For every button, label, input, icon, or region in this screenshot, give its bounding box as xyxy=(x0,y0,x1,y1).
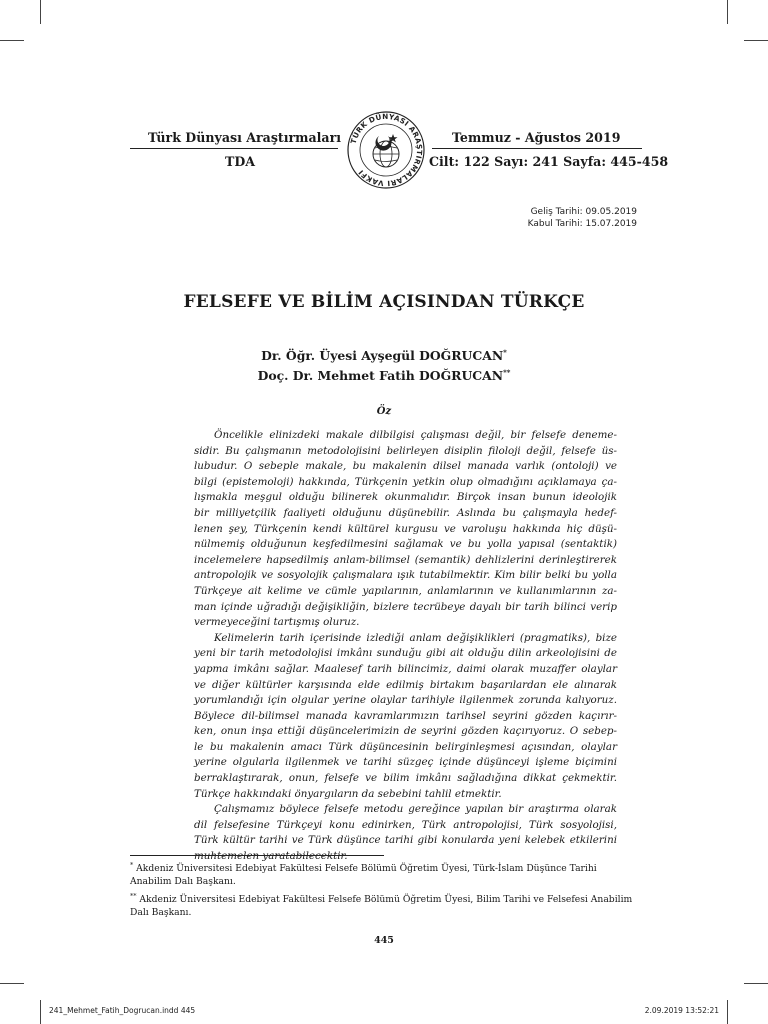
abstract-line: incelemelere hapsedilmiş anlam-bilimsel (semantik) dehlizlerini derinleştirerek xyxy=(194,553,617,566)
abstract-line: le bu makalenin amacı Türk düşüncesinin belirginleşmesi açısından, olaylar xyxy=(194,740,617,753)
abstract-paragraph xyxy=(194,631,617,803)
crop-mark xyxy=(0,983,24,984)
abstract-line: ken, onun inşa ettiği düşüncelerimizin de seyrini gözden kaçırıyoruz. O sebep- xyxy=(194,725,617,738)
svg-text:TÜRK DÜNYASI ARAŞTIRMALARI VAK: TÜRK DÜNYASI ARAŞTIRMALARI VAKFI xyxy=(348,111,425,189)
author-2 xyxy=(0,368,768,383)
abstract-line: berraklaştırarak, onun, felsefe ve bilim imkânı sağladığına dikkat çekmektir. xyxy=(194,772,617,785)
abstract-line: yeni bir tarih metodolojisi imkânı sunduğu gibi ait olduğu dilin arkeolojisini de xyxy=(194,647,617,660)
abstract-line: Öncelikle elinizdeki makale dilbilgisi çalışması değil, bir felsefe deneme- xyxy=(214,429,617,441)
abstract-line: Türk kültür tarihi ve Türk düşünce tarihi gibi konularda yeni kelebek etkilerini xyxy=(194,834,617,847)
crop-mark xyxy=(40,1000,41,1024)
abstract-line: Türkçe hakkındaki önyargıların da sebebini tahlil etmektir. xyxy=(194,787,502,800)
abstract-line: bir milliyetçilik faaliyeti olduğunu düşünebilir. Aslında bu çalışmayla hedef- xyxy=(194,506,617,519)
abstract-heading: Öz xyxy=(376,406,392,417)
abstract-line: ve diğer kültürler karşısında elde edilmiş birtakım başarılardan ele alınarak xyxy=(194,678,617,691)
abstract-line: yorumlandığı için olgular yerine olaylar tarihiyle ilgilenmek zorunda kalıyoruz. xyxy=(194,694,617,707)
abstract-line: Kelimelerin tarih içerisinde izlediği anlam değişiklikleri (pragmatiks), bize xyxy=(214,631,617,644)
abstract-line: lubudur. O sebeple makale, bu makalenin dilsel manada varlık (ontoloji) ve xyxy=(194,460,617,473)
header-rule-left xyxy=(130,148,338,149)
article-title: FELSEFE VE BİLİM AÇISINDAN TÜRKÇE xyxy=(183,292,585,312)
footnote-text: Akdeniz Üniversitesi Edebiyat Fakültesi Felsefe Bölümü Öğretim Üyesi, Bilim Tarihi ve Felsefesi Anabilim Dalı Başkanı. xyxy=(130,894,633,918)
abstract-line: Çalışmamız böylece felsefe metodu gereğince yapılan bir araştırma olarak xyxy=(214,803,617,816)
print-slug-filename: 241_Mehmet_Fatih_Dogrucan.indd 445 xyxy=(49,1006,196,1015)
footnote-mark: ** xyxy=(130,892,137,901)
received-date: Geliş Tarihi: 09.05.2019 xyxy=(530,207,637,217)
abstract-line: lışmakla meşgul olduğu bilinerek okunmalıdır. Birçok insan bunun ideolojik xyxy=(194,491,617,504)
author-name: Dr. Öğr. Üyesi Ayşegül DOĞRUCAN xyxy=(261,348,504,364)
crop-mark xyxy=(40,0,41,24)
crop-mark xyxy=(727,1000,728,1024)
footnote-mark: ** xyxy=(503,368,511,377)
accepted-date: Kabul Tarihi: 15.07.2019 xyxy=(527,219,637,229)
submission-dates xyxy=(528,206,637,230)
crop-mark xyxy=(744,983,768,984)
footnote-rule xyxy=(130,855,384,856)
abstract-line: yapma imkânı sağlar. Maalesef tarih bilincimiz, daimi olarak muzaffer olaylar xyxy=(194,662,617,675)
abstract-line: sidir. Bu çalışmanın metodolojisini belirleyen disiplin filoloji değil, felsefe üs- xyxy=(194,444,617,457)
abstract-line: Böylece dil-bilimsel manada kavramlarımızın tarihsel seyrini gözden kaçırır- xyxy=(194,709,617,722)
footnote xyxy=(130,890,640,919)
author-name: Doç. Dr. Mehmet Fatih DOĞRUCAN xyxy=(257,368,504,384)
crop-mark xyxy=(744,40,768,41)
abstract-line: dil felsefesine Türkçeyi konu edinirken, Türk antropolojisi, Türk sosyolojisi, xyxy=(194,818,617,831)
crop-mark xyxy=(727,0,728,24)
header-rule-right xyxy=(432,148,642,149)
foundation-logo xyxy=(346,110,426,190)
journal-name: Türk Dünyası Araştırmaları xyxy=(148,130,342,145)
page-number: 445 xyxy=(374,935,394,946)
journal-abbr: TDA xyxy=(225,154,256,169)
footnote-mark: * xyxy=(130,861,134,869)
abstract-line: bilgi (epistemoloji) hakkında, Türkçenin yetkin olup olmadığını açıklamaya ça- xyxy=(194,475,617,488)
footnote-text: Akdeniz Üniversitesi Edebiyat Fakültesi Felsefe Bölümü Öğretim Üyesi, Türk-İslam Düşünce Tarihi Anabilim Dalı Başkanı. xyxy=(130,863,597,887)
footnotes xyxy=(130,859,640,922)
abstract-line: nülmemiş olduğunun keşfedilmesini sağlamak ve bu yolla yapısal (sentaktik) xyxy=(194,538,617,551)
abstract-line: lenen şey, Türkçenin kendi kültürel kurgusu ve varoluşu hakkında hiç düşü- xyxy=(194,522,617,535)
print-slug-timestamp: 2.09.2019 13:52:21 xyxy=(644,1006,719,1015)
abstract-line: man içinde uğradığı değişikliğin, bizlere tecrübeye dayalı bir tarih bilinci verip xyxy=(194,600,617,613)
abstract-line: yerine olgularla ilgilenmek ve tarihi süzgeç içinde düşünceyi işleme biçimini xyxy=(194,756,617,769)
crop-mark xyxy=(0,40,24,41)
abstract-line: antropolojik ve sosyolojik çalışmalara ışık tutabilmektir. Kim bilir belki bu yolla xyxy=(194,569,617,582)
abstract-body xyxy=(194,428,617,865)
abstract-paragraph xyxy=(194,428,617,631)
abstract-line: Türkçeye ait kelime ve cümle yapılarının, anlamlarının ve kullanımlarının za- xyxy=(194,584,617,597)
abstract-line: vermeyeceğini tartışmış oluruz. xyxy=(194,616,360,629)
volume-info: Cilt: 122 Sayı: 241 Sayfa: 445-458 xyxy=(429,154,669,169)
footnote xyxy=(130,859,640,888)
footnote-mark: * xyxy=(503,348,507,357)
issue-date: Temmuz - Ağustos 2019 xyxy=(452,130,621,145)
abstract-line: muhtemelen yaratabilecektir. xyxy=(194,850,348,863)
author-1 xyxy=(0,348,768,363)
